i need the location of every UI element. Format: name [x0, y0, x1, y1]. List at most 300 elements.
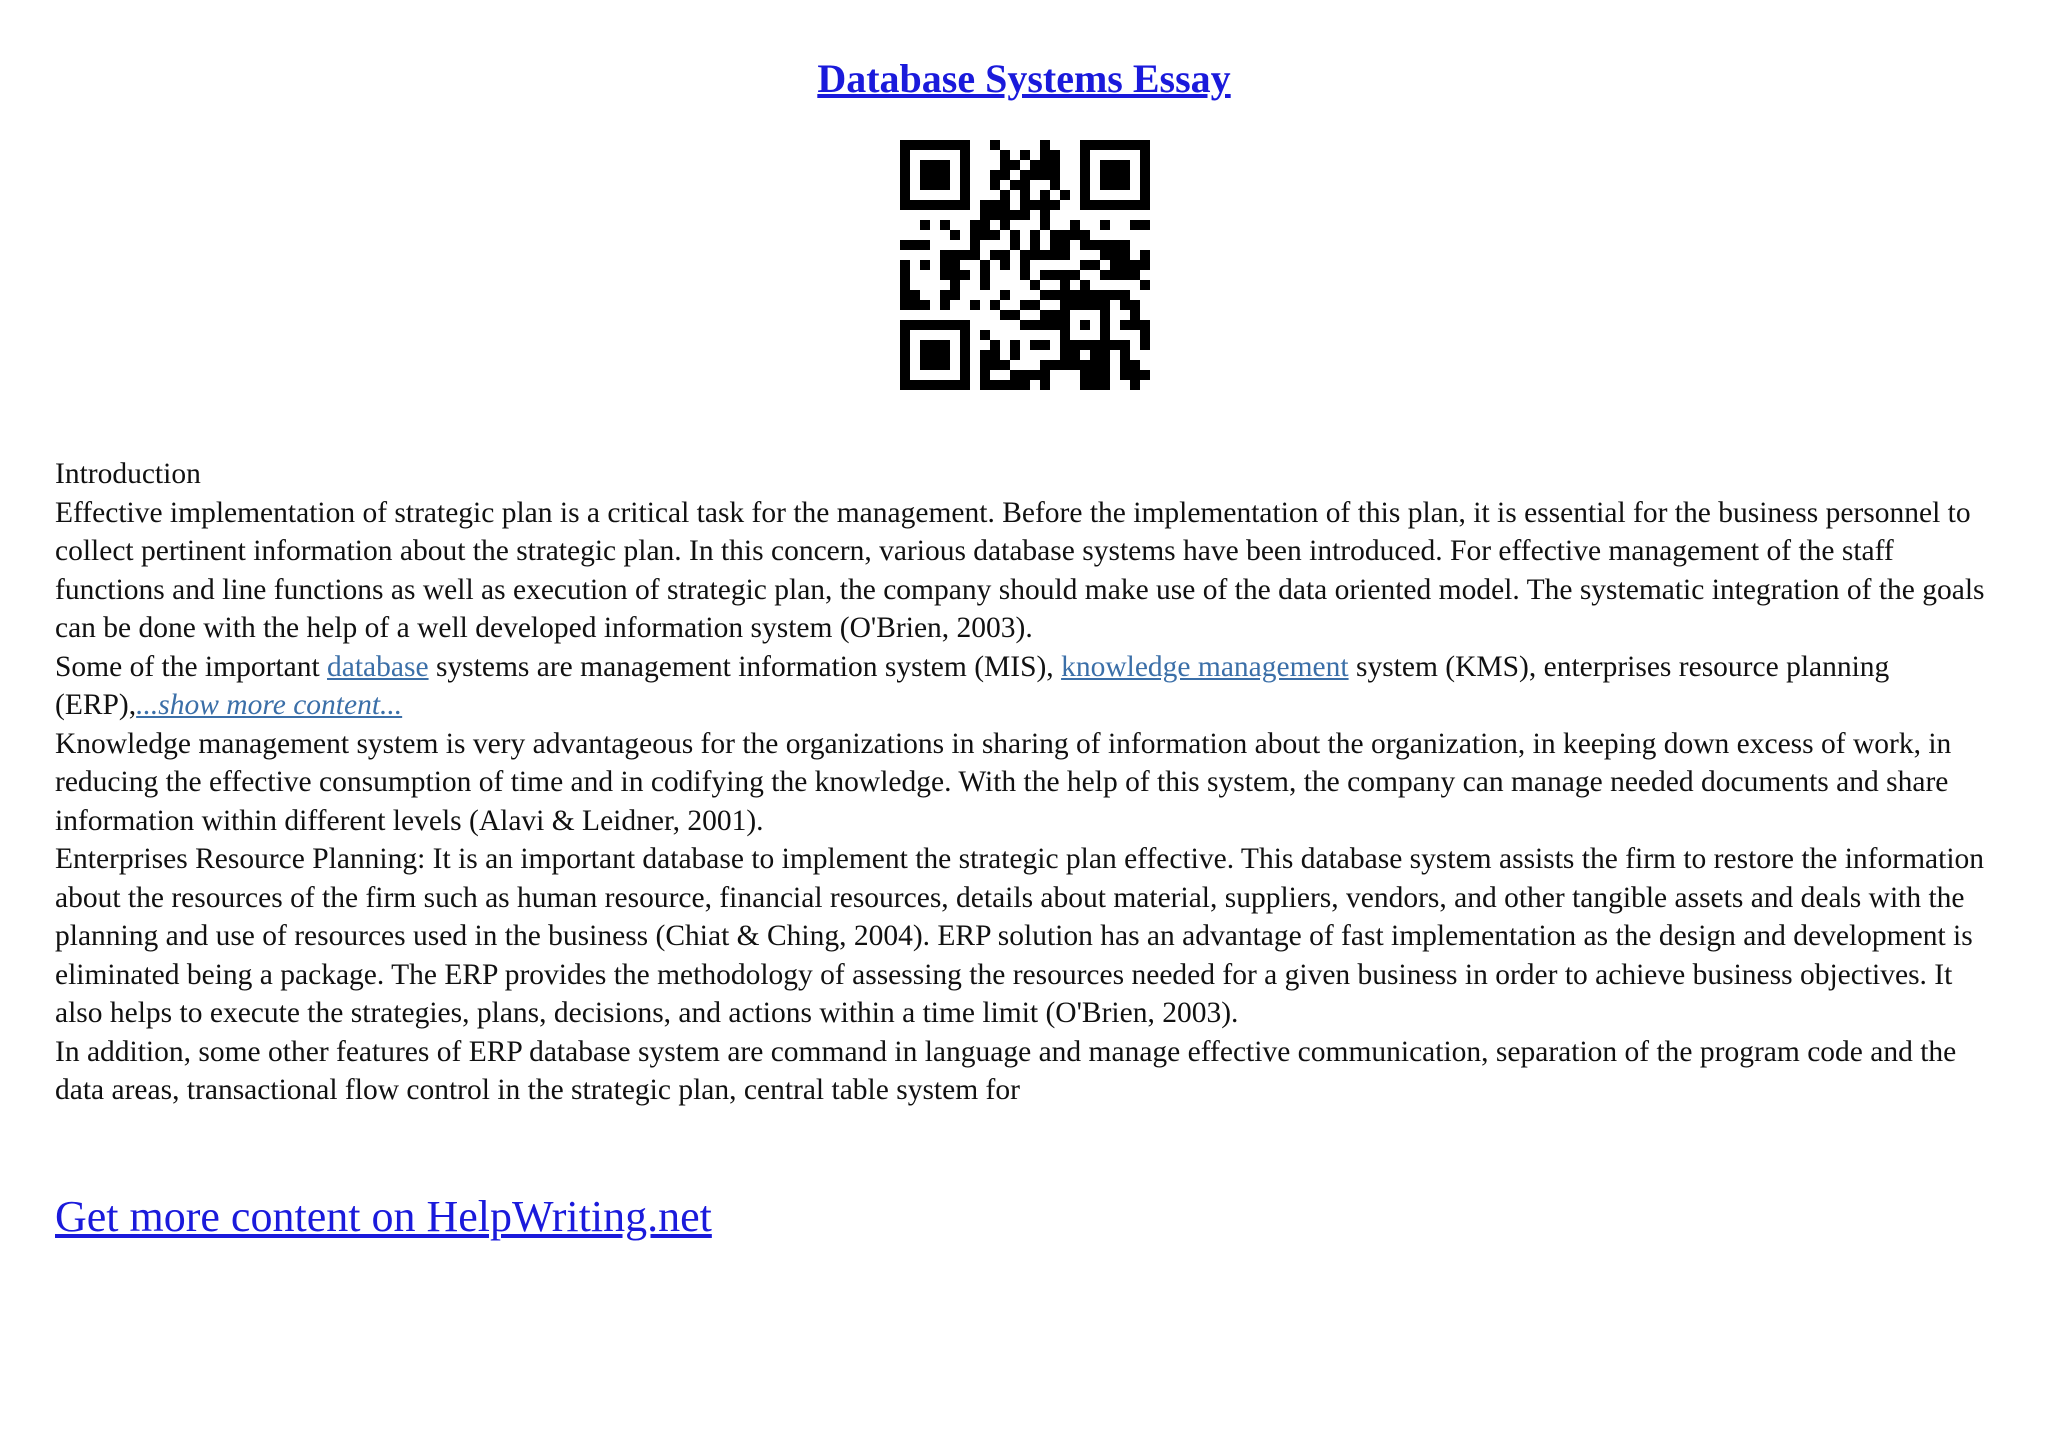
qr-module [1130, 380, 1140, 390]
qr-module [1100, 320, 1110, 330]
qr-module [1010, 370, 1020, 380]
qr-module [1020, 260, 1030, 270]
qr-module [980, 360, 990, 370]
qr-module [930, 340, 940, 350]
qr-module [920, 200, 930, 210]
qr-module [990, 140, 1000, 150]
qr-module [1050, 310, 1060, 320]
qr-module [960, 330, 970, 340]
paragraph-4: Enterprises Resource Planning: It is an important database to implement the strategic plan effective. This database system assists the firm to restore the information about the resources of the firm such as human resource, financial resources, details about material, suppliers, vendors, and other tangible assets and deals with the planning and use of resources used in the business (Chiat & Ching, 2004). ERP solution has an advantage of fast implementation as the design and development is eliminated being a package. The ERP provides the methodology of assessing the resources needed for a given business in order to achieve business objectives. It also helps to execute the strategies, plans, decisions, and actions within a time limit (O'Brien, 2003). [55, 843, 1985, 1029]
qr-module [900, 170, 910, 180]
qr-module [900, 300, 910, 310]
show-more-link[interactable]: ...show more content... [136, 689, 403, 721]
qr-module [1000, 170, 1010, 180]
qr-module [970, 250, 980, 260]
qr-module [910, 380, 920, 390]
qr-module [980, 260, 990, 270]
qr-module [1110, 270, 1120, 280]
qr-module [1040, 370, 1050, 380]
qr-module [1040, 270, 1050, 280]
qr-module [940, 320, 950, 330]
qr-module [1010, 380, 1020, 390]
qr-module [930, 200, 940, 210]
qr-module [1050, 360, 1060, 370]
qr-module [1050, 160, 1060, 170]
qr-module [1040, 360, 1050, 370]
qr-module [1080, 370, 1090, 380]
qr-module [1090, 380, 1100, 390]
qr-module [1120, 360, 1130, 370]
qr-module [940, 250, 950, 260]
qr-module [1120, 240, 1130, 250]
qr-module [1100, 170, 1110, 180]
qr-module [930, 170, 940, 180]
qr-module [1020, 380, 1030, 390]
qr-module [1070, 340, 1080, 350]
qr-module [940, 290, 950, 300]
qr-module [1100, 220, 1110, 230]
qr-module [1070, 230, 1080, 240]
qr-module [970, 230, 980, 240]
qr-module [1100, 340, 1110, 350]
qr-module [990, 340, 1000, 350]
qr-module [1090, 360, 1100, 370]
qr-module [920, 260, 930, 270]
title-link[interactable]: Database Systems Essay [817, 56, 1231, 101]
qr-module [920, 340, 930, 350]
qr-module [1080, 180, 1090, 190]
qr-module [1110, 340, 1120, 350]
paragraph-3: Knowledge management system is very advantageous for the organizations in sharing of information about the organization, in keeping down excess of work, in reducing the effective consumption of time and in codifying the knowledge. With the help of this system, the company can manage needed documents and share information within different levels (Alavi & Leidner, 2001). [55, 727, 1952, 837]
qr-module [980, 210, 990, 220]
qr-module [940, 140, 950, 150]
qr-module [1080, 280, 1090, 290]
paragraph-2 [55, 648, 2005, 725]
qr-module [1140, 160, 1150, 170]
qr-module [1110, 290, 1120, 300]
qr-module [940, 220, 950, 230]
qr-module [1020, 270, 1030, 280]
qr-module [1090, 300, 1100, 310]
qr-module [1060, 340, 1070, 350]
qr-module [1090, 370, 1100, 380]
qr-module [1020, 250, 1030, 260]
qr-module [1020, 210, 1030, 220]
qr-module [1070, 270, 1080, 280]
qr-module [1140, 370, 1150, 380]
qr-module [1020, 370, 1030, 380]
qr-module [920, 300, 930, 310]
qr-module [1100, 160, 1110, 170]
qr-module [1040, 190, 1050, 200]
qr-module [1030, 230, 1040, 240]
qr-module [1100, 180, 1110, 190]
qr-module [1140, 180, 1150, 190]
qr-module [1120, 140, 1130, 150]
p2-text-middle: systems are management information system (MIS), [428, 650, 1062, 683]
qr-module [950, 230, 960, 240]
qr-module [980, 220, 990, 230]
qr-module [1070, 290, 1080, 300]
qr-module [1080, 260, 1090, 270]
qr-module [910, 200, 920, 210]
qr-module [1130, 300, 1140, 310]
qr-module [990, 180, 1000, 190]
qr-module [950, 380, 960, 390]
qr-module [1010, 180, 1020, 190]
qr-module [950, 250, 960, 260]
qr-module [1030, 170, 1040, 180]
qr-module [1060, 230, 1070, 240]
qr-module [1040, 170, 1050, 180]
qr-module [940, 160, 950, 170]
qr-module [950, 290, 960, 300]
qr-module [1080, 170, 1090, 180]
qr-module [900, 150, 910, 160]
qr-module [1030, 370, 1040, 380]
qr-module [1050, 180, 1060, 190]
qr-module [940, 260, 950, 270]
qr-module [1110, 260, 1120, 270]
qr-module [960, 320, 970, 330]
qr-module [1030, 200, 1040, 210]
qr-module [1100, 300, 1110, 310]
qr-module [1100, 200, 1110, 210]
qr-module [940, 360, 950, 370]
qr-module [1080, 200, 1090, 210]
qr-module [1030, 320, 1040, 330]
qr-module [960, 200, 970, 210]
qr-module [900, 200, 910, 210]
qr-module [1000, 190, 1010, 200]
qr-module [1130, 360, 1140, 370]
qr-module [950, 140, 960, 150]
qr-module [1100, 330, 1110, 340]
qr-module [980, 200, 990, 210]
qr-module [1130, 200, 1140, 210]
qr-module [1140, 330, 1150, 340]
qr-module [960, 370, 970, 380]
qr-module [1100, 310, 1110, 320]
qr-module [1000, 310, 1010, 320]
qr-module [1110, 240, 1120, 250]
qr-module [1030, 250, 1040, 260]
qr-module [980, 370, 990, 380]
qr-module [940, 270, 950, 280]
qr-module [980, 230, 990, 240]
qr-module [1080, 140, 1090, 150]
qr-module [1140, 260, 1150, 270]
qr-module [1050, 290, 1060, 300]
qr-module [990, 170, 1000, 180]
qr-module [1130, 260, 1140, 270]
qr-module [1000, 360, 1010, 370]
qr-module [1120, 200, 1130, 210]
paragraph-5: In addition, some other features of ERP database system are command in language and manage effective communication, separation of the program code and the data areas, transactional flow control in the strategic plan, central table system for [55, 1035, 1957, 1106]
qr-module [910, 140, 920, 150]
qr-module [1040, 290, 1050, 300]
qr-module [1120, 320, 1130, 330]
qr-module [1000, 150, 1010, 160]
qr-module [1020, 180, 1030, 190]
qr-module [910, 320, 920, 330]
qr-module [960, 340, 970, 350]
qr-module [1000, 210, 1010, 220]
qr-module [920, 220, 930, 230]
qr-module [1020, 320, 1030, 330]
qr-module [1070, 220, 1080, 230]
qr-module [980, 380, 990, 390]
qr-module [950, 320, 960, 330]
qr-module [1130, 370, 1140, 380]
qr-module [1090, 240, 1100, 250]
qr-module [1030, 280, 1040, 290]
qr-module [920, 180, 930, 190]
qr-module [900, 280, 910, 290]
qr-module [1090, 200, 1100, 210]
qr-module [1060, 300, 1070, 310]
qr-module [900, 370, 910, 380]
qr-module [970, 240, 980, 250]
qr-module [990, 350, 1000, 360]
essay-body [55, 455, 2005, 1110]
qr-module [900, 240, 910, 250]
qr-module [910, 290, 920, 300]
qr-module [1040, 380, 1050, 390]
qr-module [900, 260, 910, 270]
qr-module [920, 360, 930, 370]
qr-module [930, 350, 940, 360]
qr-module [960, 250, 970, 260]
qr-module [1050, 230, 1060, 240]
qr-module [1140, 250, 1150, 260]
qr-module [1000, 290, 1010, 300]
qr-module [900, 380, 910, 390]
qr-module [1030, 340, 1040, 350]
qr-module [1060, 360, 1070, 370]
qr-module [1080, 240, 1090, 250]
qr-module [980, 330, 990, 340]
qr-module [1000, 380, 1010, 390]
qr-module [1080, 230, 1090, 240]
qr-module [1140, 280, 1150, 290]
qr-module [940, 350, 950, 360]
qr-module [1140, 320, 1150, 330]
qr-module [1010, 350, 1020, 360]
qr-module [1100, 240, 1110, 250]
qr-code-graphic [900, 140, 1150, 390]
qr-module [1020, 170, 1030, 180]
qr-module [1140, 170, 1150, 180]
qr-module [1090, 350, 1100, 360]
qr-module [1040, 150, 1050, 160]
qr-module [1110, 170, 1120, 180]
cta [55, 1190, 712, 1244]
qr-module [1120, 160, 1130, 170]
qr-module [1040, 320, 1050, 330]
qr-module [1100, 140, 1110, 150]
qr-module [910, 300, 920, 310]
qr-module [1080, 380, 1090, 390]
qr-module [1050, 270, 1060, 280]
qr-module [1080, 190, 1090, 200]
qr-module [1100, 290, 1110, 300]
qr-module [1120, 370, 1130, 380]
qr-module [1050, 170, 1060, 180]
qr-module [950, 260, 960, 270]
qr-module [1080, 150, 1090, 160]
qr-module [1080, 300, 1090, 310]
qr-module [1100, 250, 1110, 260]
qr-module [1090, 340, 1100, 350]
qr-module [1090, 140, 1100, 150]
qr-module [970, 220, 980, 230]
qr-module [990, 230, 1000, 240]
qr-module [960, 140, 970, 150]
qr-module [960, 350, 970, 360]
qr-module [1140, 190, 1150, 200]
qr-module [1040, 140, 1050, 150]
qr-module [1000, 160, 1010, 170]
qr-module [1080, 360, 1090, 370]
qr-module [980, 350, 990, 360]
qr-module [1040, 160, 1050, 170]
qr-module [920, 380, 930, 390]
qr-module [1030, 240, 1040, 250]
qr-module [1050, 250, 1060, 260]
qr-module [1110, 200, 1120, 210]
qr-module [910, 240, 920, 250]
qr-module [1010, 210, 1020, 220]
qr-module [1120, 300, 1130, 310]
qr-module [1120, 260, 1130, 270]
p2-text-start: Some of the important [55, 650, 328, 683]
database-link[interactable]: database [327, 650, 429, 683]
qr-module [1120, 270, 1130, 280]
qr-module [1040, 220, 1050, 230]
p2-text-end: system (KMS), enterprises resource planning (ERP), [55, 650, 1890, 721]
qr-module [1010, 340, 1020, 350]
qr-module [900, 350, 910, 360]
qr-module [920, 350, 930, 360]
get-more-content-link[interactable]: Get more content on HelpWriting.net [55, 1192, 712, 1241]
qr-module [1060, 290, 1070, 300]
qr-module [900, 190, 910, 200]
qr-module [900, 320, 910, 330]
qr-module [1050, 200, 1060, 210]
qr-module [1040, 340, 1050, 350]
qr-module [1070, 360, 1080, 370]
qr-module [1120, 290, 1130, 300]
qr-module [1060, 250, 1070, 260]
qr-module [900, 290, 910, 300]
qr-module [920, 170, 930, 180]
qr-module [1090, 260, 1100, 270]
qr-module [1010, 240, 1020, 250]
page-title [0, 52, 2048, 106]
qr-module [900, 360, 910, 370]
qr-module [1040, 210, 1050, 220]
qr-module [990, 380, 1000, 390]
qr-module [1140, 220, 1150, 230]
qr-module [930, 380, 940, 390]
qr-module [1060, 240, 1070, 250]
qr-module [1110, 160, 1120, 170]
knowledge-management-link[interactable]: knowledge management [1061, 650, 1349, 683]
qr-module [940, 340, 950, 350]
qr-module [1080, 290, 1090, 300]
qr-module [1140, 200, 1150, 210]
qr-module [900, 180, 910, 190]
qr-module [900, 340, 910, 350]
qr-module [930, 140, 940, 150]
qr-module [930, 180, 940, 190]
qr-module [930, 320, 940, 330]
qr-module [1100, 270, 1110, 280]
qr-module [1120, 180, 1130, 190]
qr-module [1100, 380, 1110, 390]
qr-module [980, 280, 990, 290]
qr-module [1040, 250, 1050, 260]
qr-module [1120, 170, 1130, 180]
qr-module [960, 150, 970, 160]
qr-module [990, 300, 1000, 310]
qr-module [960, 190, 970, 200]
qr-module [940, 200, 950, 210]
qr-module [960, 270, 970, 280]
qr-module [940, 180, 950, 190]
qr-module [1110, 140, 1120, 150]
qr-module [1010, 160, 1020, 170]
qr-module [960, 170, 970, 180]
qr-module [1120, 350, 1130, 360]
qr-module [1020, 190, 1030, 200]
qr-module [1000, 250, 1010, 260]
qr-module [1050, 320, 1060, 330]
qr-module [1100, 370, 1110, 380]
qr-module [1080, 320, 1090, 330]
qr-module [1020, 300, 1030, 310]
qr-module [960, 380, 970, 390]
qr-module [1100, 360, 1110, 370]
qr-module [1010, 230, 1020, 240]
qr-module [1060, 270, 1070, 280]
section-heading: Introduction [55, 458, 201, 490]
qr-module [1110, 250, 1120, 260]
qr-module [970, 300, 980, 310]
qr-module [950, 270, 960, 280]
qr-module [1130, 220, 1140, 230]
qr-module [940, 380, 950, 390]
qr-code-icon [900, 140, 1150, 390]
qr-module [1130, 140, 1140, 150]
qr-module [1130, 320, 1140, 330]
qr-module [990, 250, 1000, 260]
qr-module [1040, 310, 1050, 320]
paragraph-1: Effective implementation of strategic plan is a critical task for the management. Before the implementation of this plan, it is essential for the business personnel to collect pertinent information about the strategic plan. In this concern, various database systems have been introduced. For effective management of the staff functions and line functions as well as execution of strategic plan, the company should make use of the data oriented model. The systematic integration of the goals can be done with the help of a well developed information system (O'Brien, 2003). [55, 496, 1985, 644]
qr-module [920, 160, 930, 170]
qr-module [1090, 290, 1100, 300]
qr-module [1060, 330, 1070, 340]
qr-module [920, 140, 930, 150]
qr-module [930, 160, 940, 170]
qr-module [1100, 350, 1110, 360]
qr-module [900, 160, 910, 170]
qr-module [960, 160, 970, 170]
qr-module [940, 300, 950, 310]
qr-module [1060, 350, 1070, 360]
qr-module [1050, 240, 1060, 250]
